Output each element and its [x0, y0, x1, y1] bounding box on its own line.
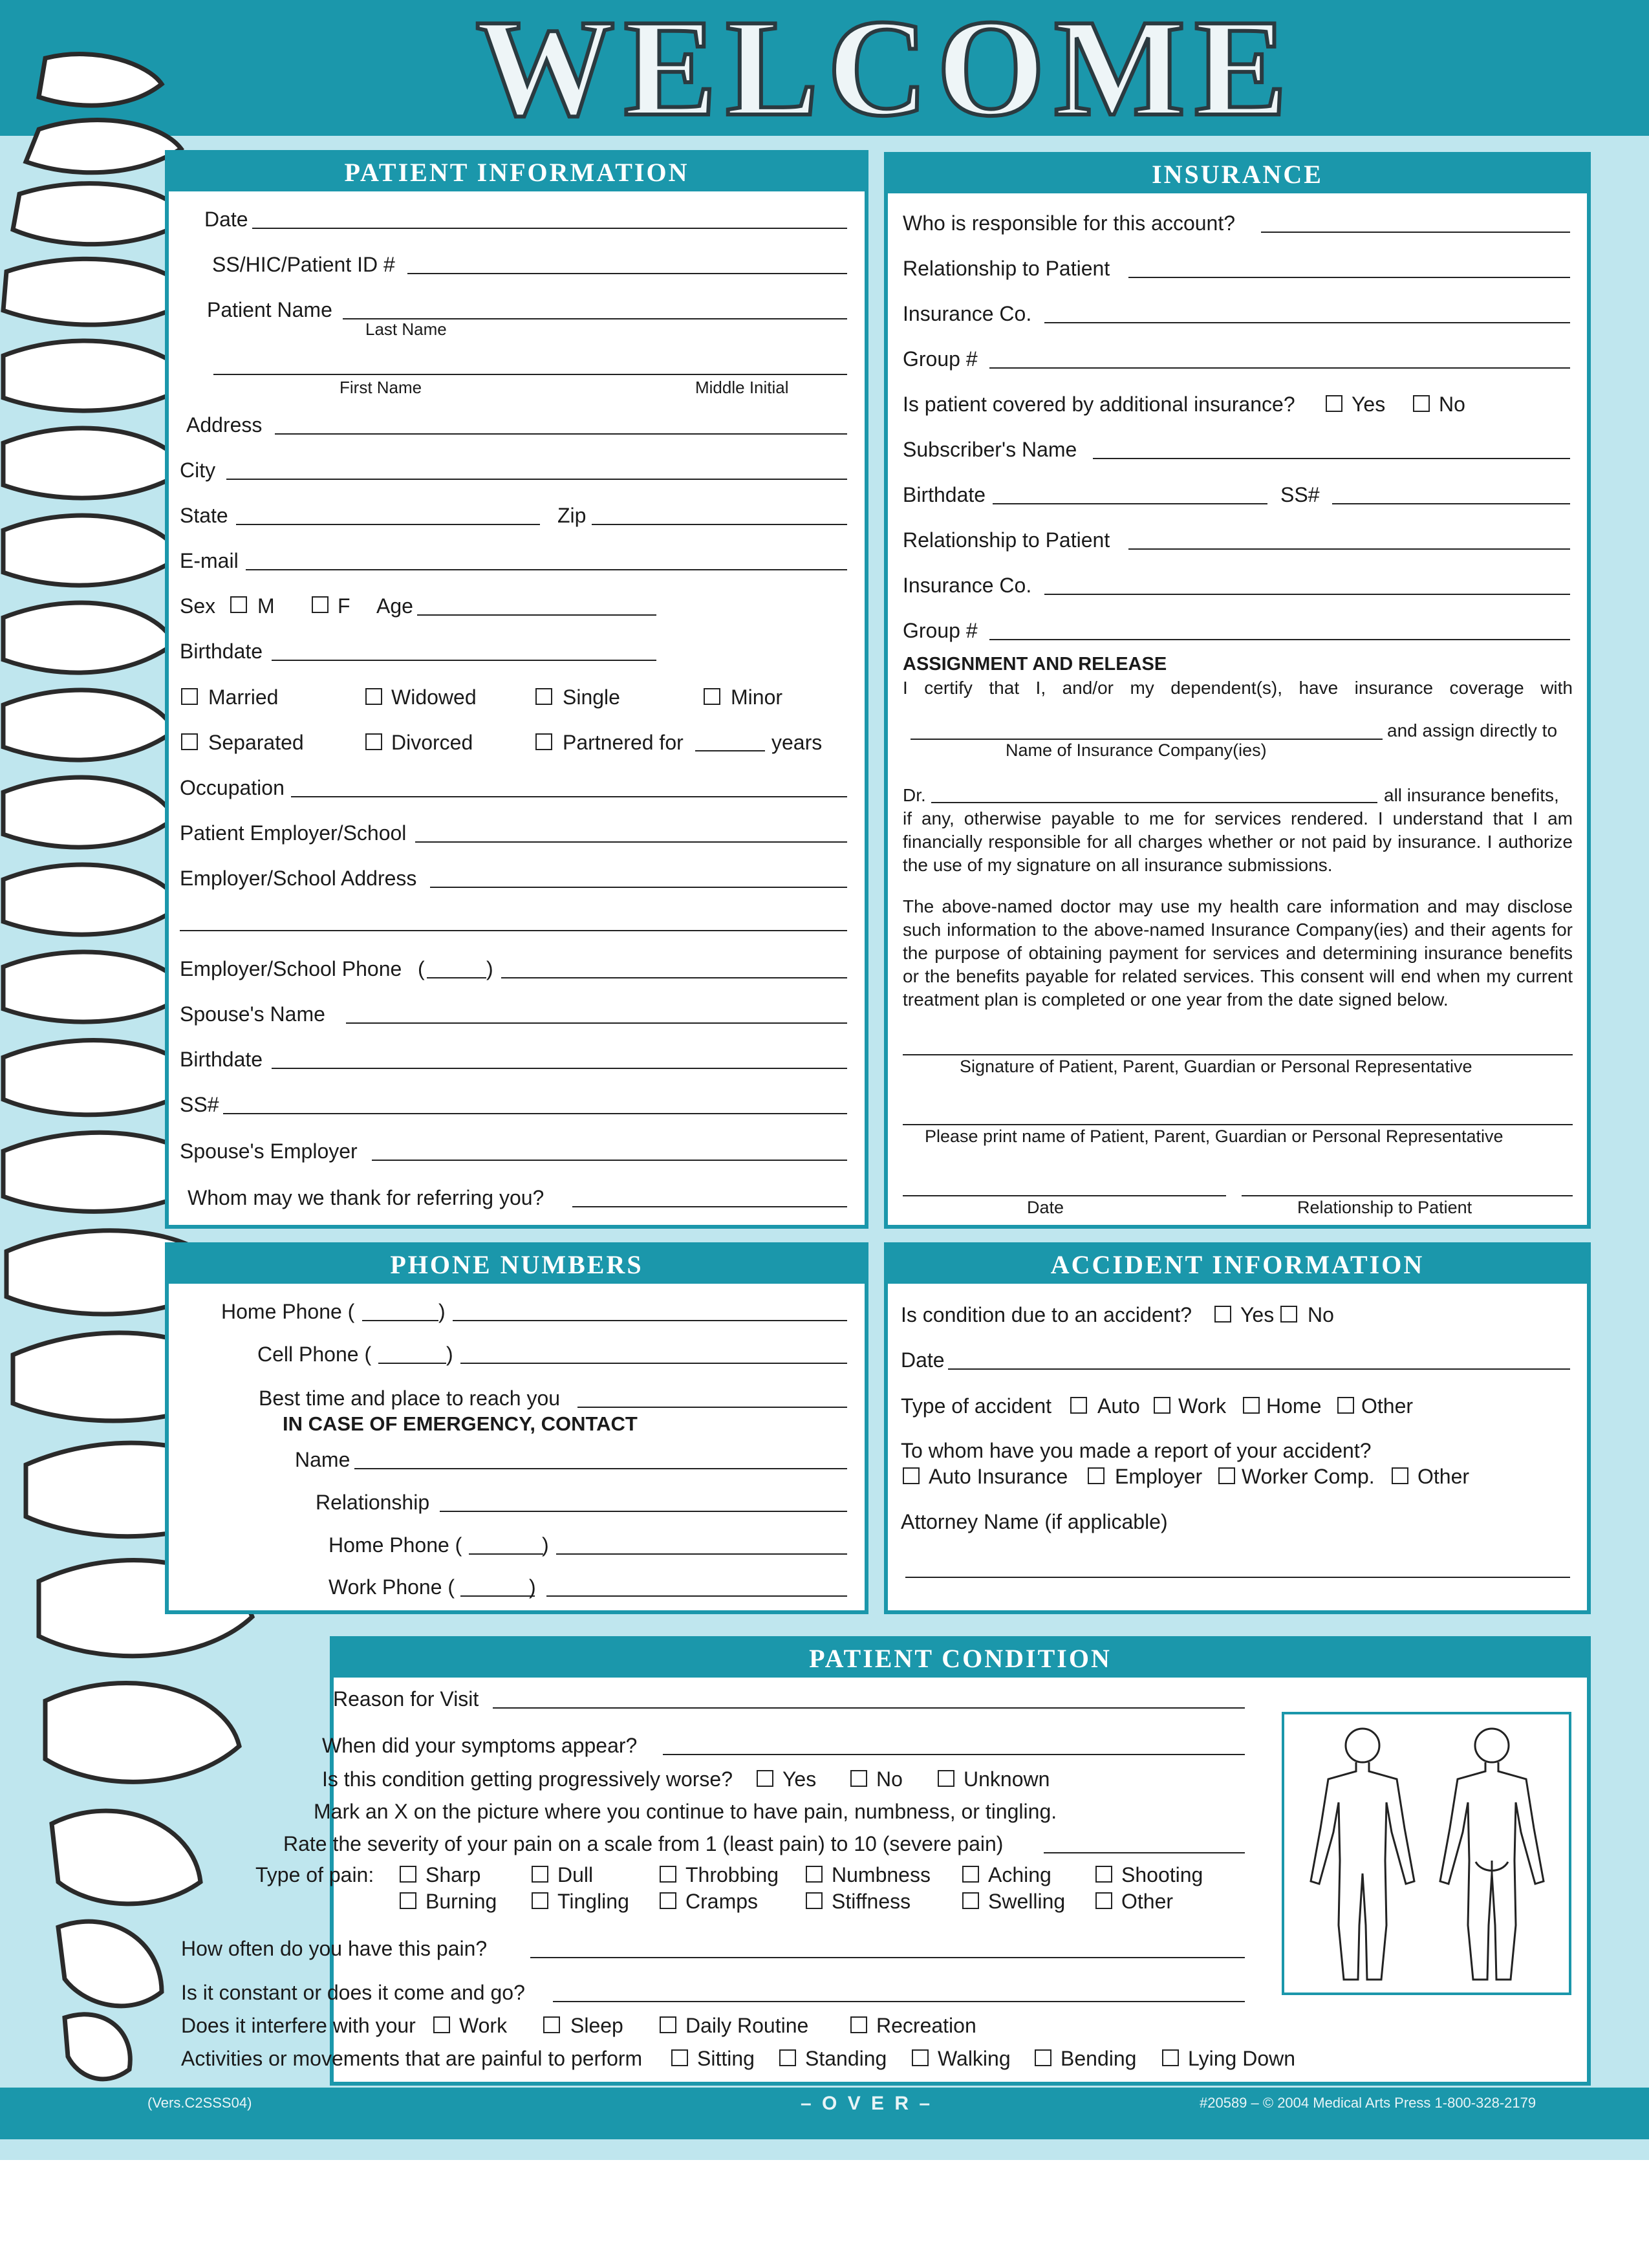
phone-numbers-heading: PHONE NUMBERS: [169, 1246, 865, 1284]
constant-label: Is it constant or does it come and go?: [181, 1981, 525, 2004]
subscriber-birthdate-field[interactable]: [993, 503, 1267, 504]
print-name-field[interactable]: [903, 1124, 1573, 1125]
last-name-caption: Last Name: [365, 319, 447, 339]
best-time-label: Best time and place to reach you: [259, 1387, 561, 1410]
spouse-name-field[interactable]: [346, 1022, 847, 1024]
due-to-accident-label: Is condition due to an accident?: [901, 1303, 1192, 1326]
emergency-work-phone-field[interactable]: [546, 1595, 847, 1597]
progressive-unknown-label: Unknown: [964, 1767, 1050, 1791]
group2-field[interactable]: [989, 639, 1570, 640]
accident-information-panel: [884, 1242, 1591, 1614]
separated-checkbox[interactable]: [181, 733, 198, 750]
emergency-name-label: Name: [295, 1448, 350, 1471]
additional-no-checkbox[interactable]: [1413, 395, 1430, 412]
progressive-yes-checkbox[interactable]: [757, 1770, 773, 1787]
emergency-home-phone-field[interactable]: [556, 1553, 847, 1555]
pain-numbness-checkbox[interactable]: [806, 1866, 823, 1883]
signature-field[interactable]: [903, 1054, 1573, 1055]
accident-no-label: No: [1308, 1303, 1334, 1326]
divorced-checkbox[interactable]: [365, 733, 382, 750]
responsible-label: Who is responsible for this account?: [903, 211, 1236, 235]
widowed-checkbox[interactable]: [365, 688, 382, 705]
mark-x-label: Mark an X on the picture where you continue to have pain, numbness, or tingling.: [314, 1800, 1057, 1823]
city-field[interactable]: [226, 479, 847, 480]
divorced-label: Divorced: [391, 731, 473, 754]
home-phone-paren-close: ): [438, 1300, 446, 1323]
pain-aching-label: Aching: [988, 1863, 1051, 1886]
patient-condition-heading: PATIENT CONDITION: [334, 1640, 1587, 1678]
partnered-label: Partnered for: [563, 731, 684, 754]
referral-field[interactable]: [572, 1206, 847, 1207]
pain-shooting-checkbox[interactable]: [1095, 1866, 1112, 1883]
patient-name-label: Patient Name: [207, 298, 332, 321]
additional-yes-checkbox[interactable]: [1326, 395, 1342, 412]
interfere-sleep-checkbox[interactable]: [543, 2016, 560, 2033]
spouse-birthdate-label: Birthdate: [180, 1048, 263, 1071]
release-body: The above-named doctor may use my health care information and may disclose such information to the above-named Insurance Company(ies) and their agents for the purpose of obtaining payment for services and determining insurance benefits or the benefits payable for related services. This consent will end when my current treatment plan is completed or one year from the date signed below.: [903, 896, 1573, 1010]
age-label: Age: [376, 594, 413, 618]
pain-sharp-checkbox[interactable]: [400, 1866, 416, 1883]
additional-no-label: No: [1439, 393, 1465, 416]
pain-burning-label: Burning: [426, 1890, 497, 1913]
all-benefits-label: all insurance benefits,: [1384, 785, 1559, 805]
pain-swelling-checkbox[interactable]: [962, 1892, 979, 1909]
pain-swelling-label: Swelling: [988, 1890, 1066, 1913]
responsible-field[interactable]: [1261, 232, 1570, 233]
city-label: City: [180, 459, 216, 482]
sex-female-label: F: [338, 594, 350, 618]
married-label: Married: [208, 686, 279, 709]
sex-female-checkbox[interactable]: [312, 596, 329, 613]
spouse-birthdate-field[interactable]: [272, 1068, 847, 1069]
partnered-years-field[interactable]: [695, 750, 765, 751]
accident-work-checkbox[interactable]: [1154, 1397, 1170, 1414]
employer-address-label: Employer/School Address: [180, 867, 417, 890]
pain-tingling-checkbox[interactable]: [532, 1892, 548, 1909]
employer-phone-field[interactable]: [501, 977, 847, 978]
report-other-checkbox[interactable]: [1392, 1467, 1408, 1484]
emergency-relationship-field[interactable]: [440, 1511, 847, 1512]
pain-stiffness-checkbox[interactable]: [806, 1892, 823, 1909]
cell-phone-field[interactable]: [460, 1363, 847, 1364]
attorney-field[interactable]: [905, 1577, 1570, 1578]
activity-lying-down-label: Lying Down: [1188, 2047, 1296, 2070]
accident-auto-label: Auto: [1097, 1394, 1140, 1418]
insurance-company-name-field[interactable]: [911, 739, 1383, 740]
emergency-heading: IN CASE OF EMERGENCY, CONTACT: [283, 1412, 638, 1435]
version-text: (Vers.C2SSS04): [147, 2095, 252, 2111]
pain-tingling-label: Tingling: [557, 1890, 629, 1913]
emergency-name-field[interactable]: [354, 1468, 847, 1469]
sex-male-label: M: [257, 594, 275, 618]
pain-burning-checkbox[interactable]: [400, 1892, 416, 1909]
accident-no-checkbox[interactable]: [1280, 1306, 1297, 1323]
accident-auto-checkbox[interactable]: [1070, 1397, 1087, 1414]
widowed-label: Widowed: [391, 686, 477, 709]
relationship-label: Relationship to Patient: [903, 257, 1110, 280]
type-of-pain-label: Type of pain:: [255, 1863, 374, 1886]
partnered-checkbox[interactable]: [535, 733, 552, 750]
activities-label: Activities or movements that are painful to perform: [181, 2047, 643, 2070]
middle-initial-caption: Middle Initial: [695, 378, 789, 397]
insurance-company2-label: Insurance Co.: [903, 574, 1032, 597]
relationship-field[interactable]: [1128, 277, 1570, 278]
spouse-employer-field[interactable]: [372, 1160, 847, 1161]
birthdate-label: Birthdate: [180, 640, 263, 663]
accident-yes-label: Yes: [1240, 1303, 1275, 1326]
pain-cramps-label: Cramps: [685, 1890, 759, 1913]
accident-other-label: Other: [1361, 1394, 1414, 1418]
occupation-label: Occupation: [180, 776, 285, 799]
zip-field[interactable]: [592, 524, 847, 525]
referral-label: Whom may we thank for referring you?: [188, 1186, 544, 1209]
employer-label: Patient Employer/School: [180, 821, 407, 845]
employer-address-field[interactable]: [430, 887, 847, 888]
best-time-field[interactable]: [577, 1407, 847, 1408]
interfere-daily-routine-checkbox[interactable]: [660, 2016, 676, 2033]
cell-phone-paren-close: ): [446, 1343, 453, 1366]
address-field[interactable]: [275, 433, 847, 435]
report-workers-comp-label: Worker Comp.: [1242, 1465, 1375, 1488]
company-name-caption: Name of Insurance Company(ies): [1006, 740, 1267, 760]
group-field[interactable]: [989, 367, 1570, 369]
employer-phone-label: Employer/School Phone: [180, 957, 402, 980]
pain-dull-checkbox[interactable]: [532, 1866, 548, 1883]
pain-dull-label: Dull: [557, 1863, 594, 1886]
spouse-name-label: Spouse's Name: [180, 1002, 325, 1026]
insurance-company-label: Insurance Co.: [903, 302, 1032, 325]
employer-field[interactable]: [415, 841, 847, 843]
date-caption: Date: [1027, 1198, 1064, 1217]
doctor-name-field[interactable]: [931, 802, 1377, 803]
body-diagram[interactable]: [1282, 1712, 1571, 1995]
insurance-company2-field[interactable]: [1044, 594, 1570, 595]
assign-directly-label: and assign directly to: [1387, 720, 1558, 740]
spouse-ss-label: SS#: [180, 1093, 219, 1116]
employer-phone-paren-open: (: [418, 957, 425, 980]
assignment-heading: ASSIGNMENT AND RELEASE: [903, 654, 1167, 675]
patient-information-heading: PATIENT INFORMATION: [169, 154, 865, 191]
symptoms-appear-label: When did your symptoms appear?: [322, 1734, 638, 1757]
accident-date-label: Date: [901, 1348, 945, 1372]
interfere-label: Does it interfere with your: [181, 2014, 416, 2037]
attorney-label: Attorney Name (if applicable): [901, 1510, 1168, 1533]
signer-relationship-field[interactable]: [1242, 1195, 1573, 1196]
state-field[interactable]: [236, 524, 540, 525]
progressive-no-label: No: [876, 1767, 903, 1791]
accident-other-checkbox[interactable]: [1337, 1397, 1354, 1414]
first-name-field[interactable]: [213, 374, 847, 375]
subscriber-ss-field[interactable]: [1332, 503, 1570, 504]
pain-shooting-label: Shooting: [1121, 1863, 1203, 1886]
report-workers-comp-checkbox[interactable]: [1218, 1467, 1235, 1484]
interfere-recreation-checkbox[interactable]: [850, 2016, 867, 2033]
state-label: State: [180, 504, 228, 527]
activity-standing-label: Standing: [805, 2047, 887, 2070]
activity-bending-label: Bending: [1061, 2047, 1137, 2070]
relationship2-label: Relationship to Patient: [903, 528, 1110, 552]
activity-bending-checkbox[interactable]: [1035, 2049, 1051, 2066]
sex-male-checkbox[interactable]: [230, 596, 247, 613]
pain-sharp-label: Sharp: [426, 1863, 481, 1886]
report-label: To whom have you made a report of your accident?: [901, 1439, 1372, 1462]
dr-label: Dr.: [903, 785, 926, 805]
activity-walking-label: Walking: [938, 2047, 1011, 2070]
subscriber-label: Subscriber's Name: [903, 438, 1077, 461]
print-name-caption: Please print name of Patient, Parent, Guardian or Personal Representative: [925, 1127, 1503, 1146]
spouse-employer-label: Spouse's Employer: [180, 1139, 358, 1163]
home-phone-label: Home Phone (: [221, 1300, 355, 1323]
signature-date-field[interactable]: [903, 1195, 1226, 1196]
severity-label: Rate the severity of your pain on a scale from 1 (least pain) to 10 (severe pain): [283, 1832, 1004, 1855]
certify-body: if any, otherwise payable to me for services rendered. I understand that I am financially responsible for all charges whether or not paid by insurance. I authorize the use of my signature on all insurance submissions.: [903, 808, 1573, 875]
symptoms-appear-field[interactable]: [663, 1754, 1245, 1755]
emergency-home-phone-label: Home Phone (: [329, 1533, 462, 1557]
how-often-field[interactable]: [530, 1957, 1245, 1958]
accident-information-heading: ACCIDENT INFORMATION: [888, 1246, 1587, 1284]
pain-throbbing-label: Throbbing: [685, 1863, 779, 1886]
emergency-work-phone-label: Work Phone (: [329, 1575, 455, 1599]
years-label: years: [771, 731, 823, 754]
pain-throbbing-checkbox[interactable]: [660, 1866, 676, 1883]
interfere-sleep-label: Sleep: [570, 2014, 623, 2037]
activity-standing-checkbox[interactable]: [779, 2049, 796, 2066]
interfere-work-checkbox[interactable]: [433, 2016, 450, 2033]
date-field[interactable]: [252, 228, 847, 229]
first-name-caption: First Name: [339, 378, 422, 397]
report-employer-checkbox[interactable]: [1088, 1467, 1105, 1484]
minor-checkbox[interactable]: [704, 688, 720, 705]
pain-aching-checkbox[interactable]: [962, 1866, 979, 1883]
patient-id-field[interactable]: [407, 273, 847, 274]
cell-phone-area-field[interactable]: [378, 1363, 446, 1364]
email-field[interactable]: [246, 569, 847, 570]
signature-caption: Signature of Patient, Parent, Guardian or Personal Representative: [960, 1057, 1472, 1076]
additional-yes-label: Yes: [1352, 393, 1386, 416]
age-field[interactable]: [417, 614, 656, 616]
emergency-home-phone-area-field[interactable]: [469, 1553, 543, 1555]
cell-phone-label: Cell Phone (: [257, 1343, 372, 1366]
subscriber-ss-label: SS#: [1280, 483, 1320, 506]
spouse-ss-field[interactable]: [223, 1113, 847, 1114]
accident-home-checkbox[interactable]: [1243, 1397, 1260, 1414]
relationship-caption: Relationship to Patient: [1297, 1198, 1472, 1217]
activity-walking-checkbox[interactable]: [912, 2049, 929, 2066]
single-label: Single: [563, 686, 620, 709]
relationship2-field[interactable]: [1128, 548, 1570, 550]
address-label: Address: [186, 413, 263, 437]
pain-stiffness-label: Stiffness: [832, 1890, 911, 1913]
page-title: WELCOME: [475, 0, 1297, 145]
employer-address-line-2[interactable]: [180, 930, 847, 931]
zip-label: Zip: [557, 504, 587, 527]
minor-label: Minor: [731, 686, 783, 709]
group2-label: Group #: [903, 619, 978, 642]
pain-other-label: Other: [1121, 1890, 1174, 1913]
interfere-daily-routine-label: Daily Routine: [685, 2014, 809, 2037]
interfere-work-label: Work: [459, 2014, 508, 2037]
home-phone-field[interactable]: [453, 1320, 847, 1321]
pain-other-checkbox[interactable]: [1095, 1892, 1112, 1909]
home-phone-area-field[interactable]: [362, 1320, 438, 1321]
employer-phone-paren-close: ): [486, 957, 493, 980]
copyright-text: #20589 – © 2004 Medical Arts Press 1-800-328-2179: [1200, 2095, 1536, 2111]
interfere-recreation-label: Recreation: [876, 2014, 976, 2037]
activity-lying-down-checkbox[interactable]: [1162, 2049, 1179, 2066]
certify-line: I certify that I, and/or my dependent(s), have insurance coverage with: [903, 678, 1573, 698]
birthdate-field[interactable]: [272, 660, 656, 661]
reason-label: Reason for Visit: [333, 1687, 479, 1711]
constant-field[interactable]: [553, 2001, 1245, 2002]
over-text: – O V E R –: [801, 2093, 933, 2114]
report-employer-label: Employer: [1115, 1465, 1203, 1488]
report-auto-insurance-label: Auto Insurance: [929, 1465, 1068, 1488]
subscriber-field[interactable]: [1093, 458, 1570, 459]
pain-numbness-label: Numbness: [832, 1863, 931, 1886]
emergency-relationship-label: Relationship: [316, 1491, 430, 1514]
group-label: Group #: [903, 347, 978, 371]
report-other-label: Other: [1417, 1465, 1470, 1488]
patient-id-label: SS/HIC/Patient ID #: [212, 253, 395, 276]
progressive-label: Is this condition getting progressively worse?: [322, 1767, 733, 1791]
married-checkbox[interactable]: [181, 688, 198, 705]
date-label: Date: [204, 208, 248, 231]
severity-field[interactable]: [1044, 1852, 1245, 1853]
accident-yes-checkbox[interactable]: [1214, 1306, 1231, 1323]
insurance-heading: INSURANCE: [888, 156, 1587, 193]
additional-insurance-label: Is patient covered by additional insurance?: [903, 393, 1295, 416]
report-auto-insurance-checkbox[interactable]: [903, 1467, 920, 1484]
single-checkbox[interactable]: [535, 688, 552, 705]
accident-date-field[interactable]: [948, 1368, 1570, 1370]
progressive-yes-label: Yes: [782, 1767, 817, 1791]
accident-work-label: Work: [1178, 1394, 1227, 1418]
employer-phone-area-field[interactable]: [427, 977, 486, 978]
activity-sitting-checkbox[interactable]: [671, 2049, 688, 2066]
accident-home-label: Home: [1266, 1394, 1322, 1418]
subscriber-birthdate-label: Birthdate: [903, 483, 986, 506]
occupation-field[interactable]: [291, 796, 847, 797]
progressive-unknown-checkbox[interactable]: [938, 1770, 954, 1787]
insurance-company-field[interactable]: [1044, 322, 1570, 323]
email-label: E-mail: [180, 549, 239, 572]
how-often-label: How often do you have this pain?: [181, 1937, 488, 1960]
pain-cramps-checkbox[interactable]: [660, 1892, 676, 1909]
activity-sitting-label: Sitting: [697, 2047, 755, 2070]
reason-field[interactable]: [493, 1707, 1245, 1709]
emergency-work-phone-paren-close: ): [529, 1575, 536, 1599]
accident-type-label: Type of accident: [901, 1394, 1052, 1418]
sex-label: Sex: [180, 594, 216, 618]
emergency-work-phone-area-field[interactable]: [460, 1595, 535, 1597]
progressive-no-checkbox[interactable]: [850, 1770, 867, 1787]
separated-label: Separated: [208, 731, 304, 754]
emergency-home-phone-paren-close: ): [542, 1533, 549, 1557]
